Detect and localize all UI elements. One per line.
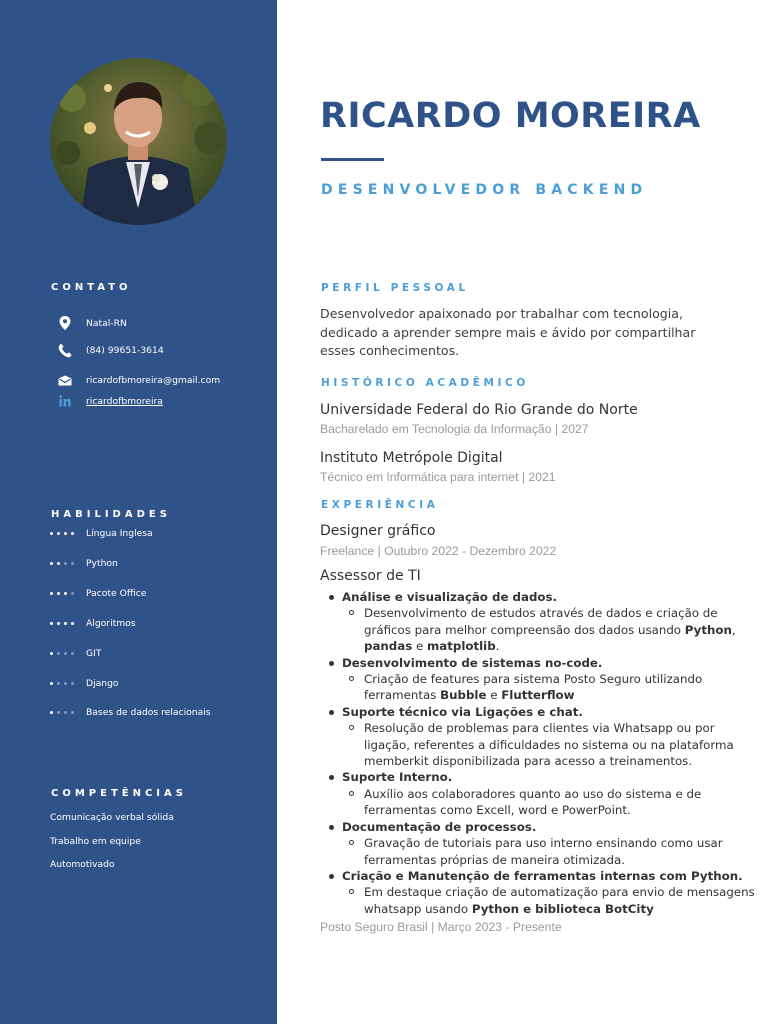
sidebar xyxy=(0,0,277,1024)
job-title: Assessor de TI xyxy=(320,568,421,584)
linkedin-link[interactable]: ricardofbmoreira xyxy=(86,395,163,407)
skill-label: Bases de dados relacionais xyxy=(86,707,211,718)
name-divider xyxy=(321,158,384,161)
skill-label: Pacote Office xyxy=(86,588,147,599)
skill-level-dot xyxy=(64,592,67,595)
task-detail-text: Auxílio aos colaboradores quanto ao uso do sistema e de ferramentas como Excell, word e PowerPoint. xyxy=(364,786,702,818)
skill-level-dots xyxy=(50,652,86,655)
task-detail-highlight: Flutterflow xyxy=(501,688,575,703)
job-title: Designer gráfico xyxy=(320,523,436,539)
skill-item xyxy=(50,618,136,629)
competency-item: Automotivado xyxy=(50,859,115,870)
task-title: Criação e Manutenção de ferramentas internas com Python. xyxy=(342,868,743,883)
contact-email-text[interactable]: ricardofbmoreira@gmail.com xyxy=(86,374,221,386)
skill-level-dot xyxy=(50,592,53,595)
job-role: DESENVOLVEDOR BACKEND xyxy=(321,182,648,198)
contact-linkedin xyxy=(57,393,163,409)
skill-label: Língua Inglesa xyxy=(86,528,153,539)
skill-item xyxy=(50,678,119,689)
task-item xyxy=(322,589,762,605)
job-task-list xyxy=(322,589,762,917)
skill-level-dot xyxy=(57,652,60,655)
skill-label: GIT xyxy=(86,648,102,659)
profile-heading: PERFIL PESSOAL xyxy=(321,282,469,294)
task-detail xyxy=(322,835,762,868)
task-detail-highlight: pandas xyxy=(364,639,413,654)
skill-level-dot xyxy=(71,532,74,535)
task-detail-text: , xyxy=(731,622,736,637)
skill-level-dots xyxy=(50,532,86,535)
skill-level-dot xyxy=(64,622,67,625)
skill-level-dot xyxy=(64,711,67,714)
education-heading: HISTÓRICO ACADÊMICO xyxy=(321,377,529,389)
skill-level-dots xyxy=(50,592,86,595)
skill-level-dot xyxy=(64,562,67,565)
skill-level-dot xyxy=(50,682,53,685)
task-detail-highlight: Bubble xyxy=(440,688,487,703)
education-title: Instituto Metrópole Digital xyxy=(320,450,503,466)
skill-level-dot xyxy=(64,532,67,535)
education-subtitle: Técnico em Informática para internet | 2021 xyxy=(320,470,556,484)
skill-level-dot xyxy=(71,592,74,595)
task-item xyxy=(322,704,762,720)
task-detail-text: Criação de features para sistema Posto Seguro utilizando ferramentas xyxy=(364,672,703,703)
task-title: Análise e visualização de dados. xyxy=(342,590,558,604)
task-item xyxy=(322,819,762,835)
skill-level-dot xyxy=(64,682,67,685)
skill-item xyxy=(50,648,101,659)
skill-level-dot xyxy=(57,711,60,714)
skill-level-dot xyxy=(50,622,53,625)
skill-level-dot xyxy=(57,592,60,595)
skill-level-dot xyxy=(71,682,74,685)
task-detail xyxy=(322,786,762,819)
education-subtitle: Bacharelado em Tecnologia da Informação | 2027 xyxy=(320,422,589,436)
profile-photo xyxy=(50,58,227,225)
experience-heading: EXPERIÊNCIA xyxy=(321,499,439,511)
task-detail-text: Em destaque criação de automatização para envio de mensagens whatsapp usando xyxy=(364,885,755,916)
task-detail xyxy=(322,720,762,769)
contact-phone-text: (84) 99651-3614 xyxy=(86,344,164,356)
full-name: RICARDO MOREIRA xyxy=(320,96,701,136)
task-title: Desenvolvimento de sistemas no-code. xyxy=(342,655,603,670)
task-detail-text: e xyxy=(486,688,502,703)
skill-label: Algoritmos xyxy=(86,618,136,629)
skill-level-dot xyxy=(57,562,60,565)
task-detail xyxy=(322,605,762,654)
skill-level-dot xyxy=(57,622,60,625)
task-detail-text: e xyxy=(412,639,427,654)
contact-location xyxy=(57,315,127,331)
phone-icon xyxy=(57,342,73,358)
task-detail xyxy=(322,884,762,917)
task-title: Documentação de processos. xyxy=(342,819,537,834)
skill-level-dot xyxy=(50,711,53,714)
task-detail-highlight: matplotlib xyxy=(427,639,496,654)
skill-label: Python xyxy=(86,558,118,569)
job-footer: Posto Seguro Brasil | Março 2023 - Presente xyxy=(320,920,562,934)
skill-level-dots xyxy=(50,562,86,565)
task-detail-highlight: Python xyxy=(684,622,732,637)
skill-item xyxy=(50,588,146,599)
contact-phone xyxy=(57,342,164,358)
task-detail-text: Gravação de tutoriais para uso interno ensinando como usar ferramentas próprias de maneira otimizada. xyxy=(364,836,723,867)
competencies-heading: COMPETÊNCIAS xyxy=(51,788,187,799)
skill-level-dot xyxy=(50,532,53,535)
competency-item: Trabalho em equipe xyxy=(50,836,141,847)
skill-level-dots xyxy=(50,711,86,714)
profile-text: Desenvolvedor apaixonado por trabalhar com tecnologia, dedicado a aprender sempre mais e ávido por compartilhar esses conhecimentos. xyxy=(320,306,696,358)
contact-location-text: Natal-RN xyxy=(86,317,127,329)
task-detail-highlight: Python e biblioteca BotCity xyxy=(471,901,654,916)
skill-level-dot xyxy=(57,532,60,535)
task-detail xyxy=(322,671,762,704)
task-detail-text: . xyxy=(495,639,500,654)
task-title: Suporte técnico via Ligações e chat. xyxy=(342,704,583,719)
skill-level-dot xyxy=(71,562,74,565)
skill-level-dot xyxy=(57,682,60,685)
task-item xyxy=(322,868,762,884)
skill-level-dot xyxy=(71,622,74,625)
education-title: Universidade Federal do Rio Grande do Norte xyxy=(320,402,638,418)
skill-level-dot xyxy=(50,562,53,565)
email-icon xyxy=(57,372,73,388)
skill-level-dot xyxy=(64,652,67,655)
task-title: Suporte Interno. xyxy=(342,770,453,785)
skill-label: Django xyxy=(86,678,119,689)
location-pin-icon xyxy=(57,315,73,331)
contact-heading: CONTATO xyxy=(51,282,132,293)
skill-level-dots xyxy=(50,622,86,625)
contact-email xyxy=(57,372,220,388)
skill-level-dots xyxy=(50,682,86,685)
skill-level-dot xyxy=(50,652,53,655)
skill-item xyxy=(50,707,211,718)
task-item xyxy=(322,769,762,785)
skills-heading: HABILIDADES xyxy=(51,509,171,520)
task-detail-text: Resolução de problemas para clientes via Whatsapp ou por ligação, referentes a dificuldades no sistema ou na plataforma memberkit disponibilizada para acesso a treinamentos. xyxy=(364,721,734,769)
competency-item: Comunicação verbal sólida xyxy=(50,812,174,823)
linkedin-icon xyxy=(57,393,73,409)
skill-item xyxy=(50,528,153,539)
skill-level-dot xyxy=(71,711,74,714)
job-subtitle: Freelance | Outubro 2022 - Dezembro 2022 xyxy=(320,544,557,558)
task-item xyxy=(322,655,762,671)
skill-level-dot xyxy=(71,652,74,655)
task-detail-text: Desenvolvimento de estudos através de dados e criação de gráficos para melhor compreensão dos dados usando xyxy=(364,606,718,637)
skill-item xyxy=(50,558,118,569)
